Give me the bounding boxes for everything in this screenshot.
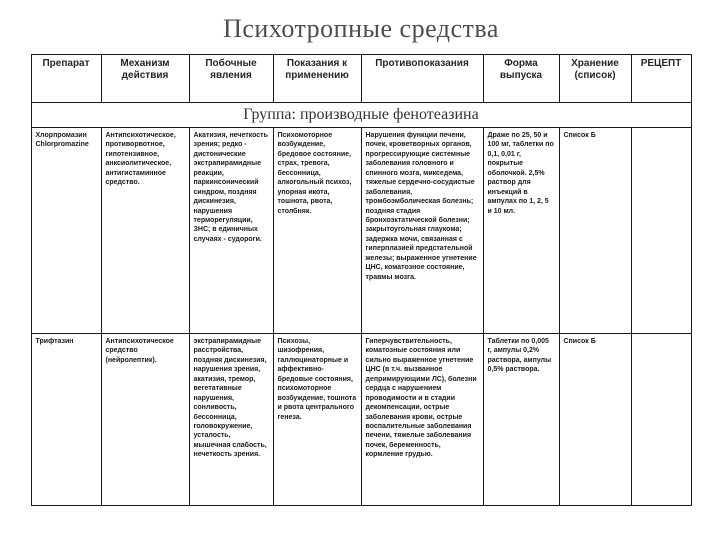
cell-indications: Психомоторное возбуждение, бредовое состояние, страх, тревога, бессонница, алкогольный психоз, упорная икота, тошнота, рвота, столбняк. [273,128,361,334]
cell-mechanism: Антипсихотическое, противорвотное, гипотензивное, анксиолитическое, антигистаминное средство. [101,128,189,334]
cell-drug-name: Трифтазин [31,334,101,506]
table-header-row [31,55,691,103]
group-row-label: Группа: производные фенотеазина [31,103,691,128]
cell-prescription [631,334,691,506]
header-side-effects: Побочные явления [189,55,273,103]
table-row [31,128,691,334]
header-mechanism: Механизм действия [101,55,189,103]
header-storage: Хранение (список) [559,55,631,103]
cell-mechanism: Антипсихотическое средство (нейролептик). [101,334,189,506]
cell-indications: Психозы, шизофрения, галлюцинаторные и аффективно-бредовые состояния, психомоторное возбуждение, тошнота и рвота центрального генеза. [273,334,361,506]
cell-form: Драже по 25, 50 и 100 мг, таблетки по 0,1, 0,01 г, покрытые оболочкой. 2,5% раствор для инъекций в ампулах по 1, 2, 5 и 10 мл. [483,128,559,334]
cell-prescription [631,128,691,334]
header-prescription: РЕЦЕПТ [631,55,691,103]
cell-contraindications: Нарушения функции печени, почек, кроветворных органов, прогрессирующие системные заболевания головного и спинного мозга, микседема, тяжелые сердечно-сосудистые заболевания, тромбоэмболическая болезнь; поздняя стадия бронхоэктатической болезни; закрытоугольная глаукома; задержка мочи, связанная с гиперплазией предстательной железы; выраженное угнетение ЦНС, коматозное состояние, травмы мозга. [361,128,483,334]
cell-side-effects: Акатизия, нечеткость зрения; редко - дистонические экстрапирамидные реакции, паркинсонический синдром, поздняя дискинезия, нарушения терморегуляции, ЗНС; в единичных случаях - судороги. [189,128,273,334]
cell-storage: Список Б [559,128,631,334]
cell-drug-name: Хлорпромазин Chlorpromazine [31,128,101,334]
cell-side-effects: экстрапирамидные расстройства, поздняя дискинезия, нарушения зрения, акатизия, тремор, вегетативные нарушения, сонливость, бессонница, головокружение, усталость, мышечная слабость, нечеткость зрения. [189,334,273,506]
cell-form: Таблетки по 0,005 г, ампулы 0,2% раствора, ампулы 0,5% раствора. [483,334,559,506]
header-contraindications: Противопоказания [361,55,483,103]
page-title: Психотропные средства [223,14,499,43]
drugs-table [31,54,692,506]
group-row [31,103,691,128]
header-indications: Показания к применению [273,55,361,103]
header-drug: Препарат [31,55,101,103]
cell-storage: Список Б [559,334,631,506]
table-row [31,334,691,506]
header-form: Форма выпуска [483,55,559,103]
cell-contraindications: Гиперчувствительность, коматозные состояния или сильно выраженное угнетение ЦНС (в т.ч. вызванное депримирующими ЛС), болезни сердца с нарушением проводимости и в стадии декомпенсации, острые заболевания крови, острые воспалительные заболевания печени, тяжелые заболевания почек, беременность, кормление грудью. [361,334,483,506]
